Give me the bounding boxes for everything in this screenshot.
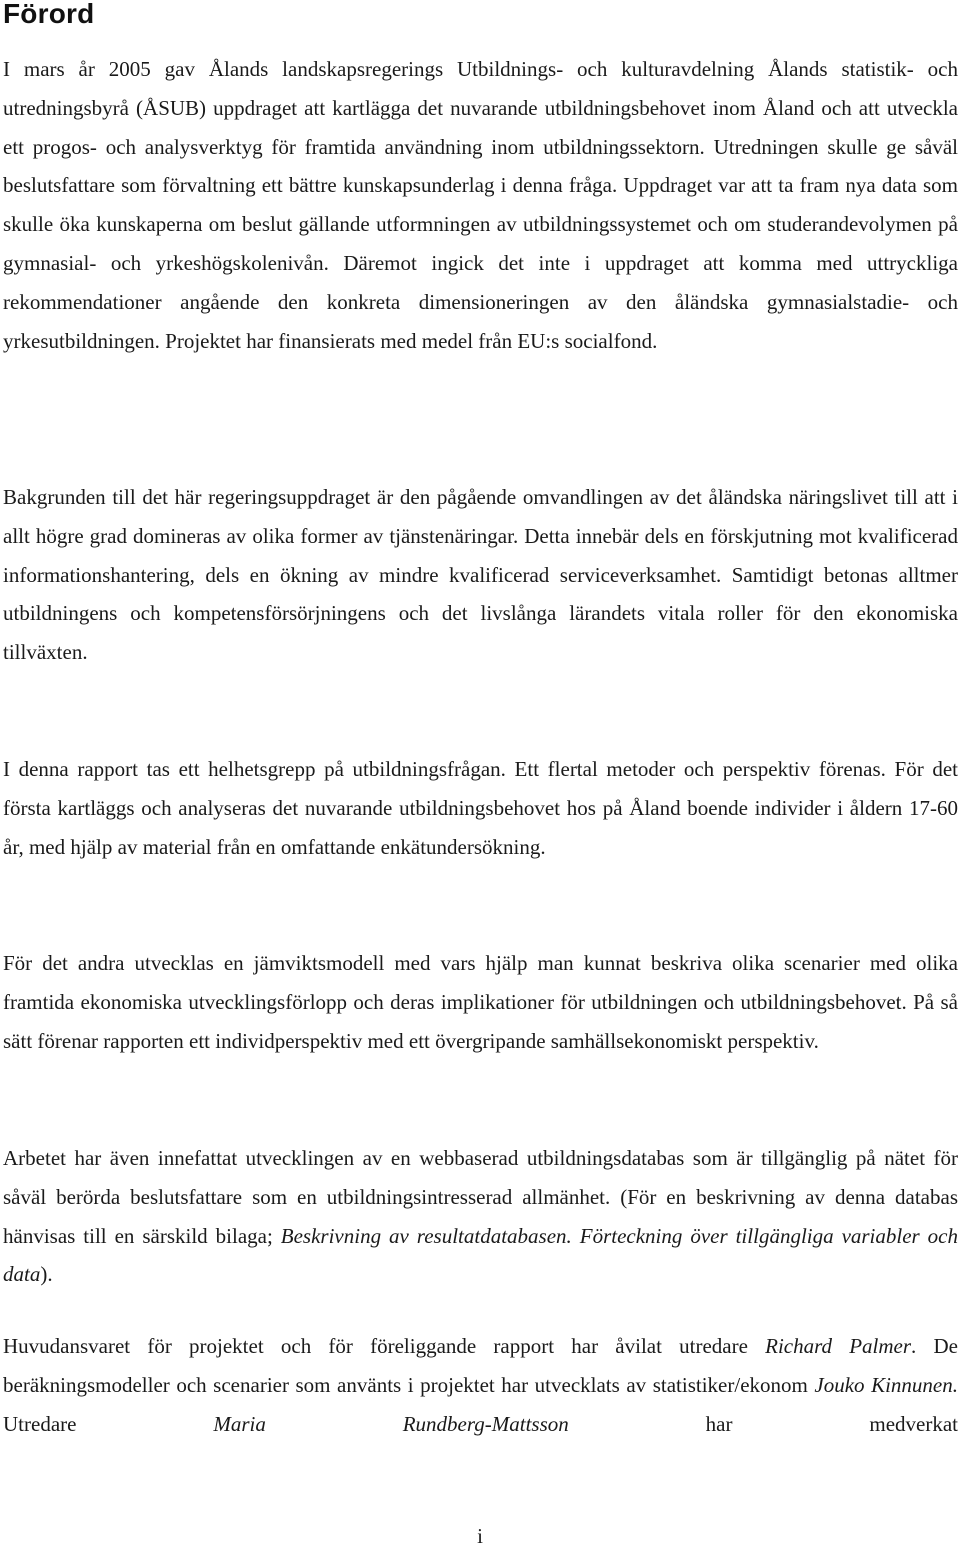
paragraph-5 bbox=[3, 1139, 958, 1294]
paragraph-text: För det andra utvecklas en jämviktsmodell med vars hjälp man kunnat beskriva olika scenarier med olika framtida ekonomiska utvecklingsförlopp och deras implikationer för utbildningen och utbildningsbehovet. På så sätt förenar rapporten ett individperspektiv med ett övergripande samhällsekonomiskt perspektiv. bbox=[3, 951, 958, 1053]
paragraph-1 bbox=[3, 50, 958, 360]
body-text bbox=[3, 944, 958, 1060]
page-title: Förord bbox=[3, 0, 95, 29]
page-number: i bbox=[477, 1524, 483, 1548]
paragraph-text: I denna rapport tas ett helhetsgrepp på utbildningsfrågan. Ett flertal metoder och perspektiv förenas. För det första kartläggs och analyseras det nuvarande utbildningsbehovet hos på Åland boende individer i åldern 17-60 år, med hjälp av material från en omfattande enkätundersökning. bbox=[3, 757, 958, 859]
body-text bbox=[3, 1139, 958, 1294]
person-name: Jouko Kinnunen. bbox=[814, 1372, 959, 1397]
body-text bbox=[3, 750, 958, 866]
paragraph-text: Bakgrunden till det här regeringsuppdraget är den pågående omvandlingen av det åländska näringslivet till att i allt högre grad domineras av olika former av tjänstenäringar. Detta innebär dels en förskjutning mot kvalificerad informationshantering, dels en ökning av mindre kvalificerad serviceverksamhet. Samtidigt betonas alltmer utbildningens och kompetensförsörjningens och det livslånga lärandets vitala roller för den ekonomiska tillväxten. bbox=[3, 485, 958, 665]
body-text bbox=[3, 1327, 958, 1443]
body-text bbox=[3, 478, 958, 672]
paragraph-2 bbox=[3, 478, 958, 672]
italic-reference: Beskrivning av resultatdatabasen. Förteckning över tillgängliga variabler och data bbox=[3, 1223, 959, 1287]
person-name: Maria Rundberg-Mattsson bbox=[213, 1411, 569, 1436]
paragraph-3 bbox=[3, 750, 958, 866]
paragraph-6 bbox=[3, 1327, 958, 1443]
paragraph-text: Utredare bbox=[3, 1411, 214, 1436]
paragraph-text: . De beräkningsmodeller och scenarier som använts i projektet har utvecklats av statistiker/ekonom bbox=[3, 1334, 958, 1397]
paragraph-text: Huvudansvaret för projektet och för föreliggande rapport har åvilat utredare bbox=[3, 1334, 766, 1358]
paragraph-4 bbox=[3, 944, 958, 1060]
paragraph-text: har medverkat bbox=[568, 1411, 958, 1436]
paragraph-text: I mars år 2005 gav Ålands landskapsregerings Utbildnings- och kulturavdelning Ålands statistik- och utredningsbyrå (ÅSUB) uppdraget att kartlägga det nuvarande utbildningsbehovet inom Åland och att utveckla ett progos- och analysverktyg för framtida användning inom utbildningssektorn. Utredningen skulle ge såväl beslutsfattare som förvaltning ett bättre kunskapsunderlag i denna fråga. Uppdraget var att ta fram nya data som skulle öka kunskaperna om beslut gällande utformningen av utbildningssystemet och om studerandevolymen på gymnasial- och yrkeshögskolenivån. Däremot ingick det inte i uppdraget att komma med uttryckliga rekommendationer angående den konkreta dimensioneringen av den åländska gymnasialstadie- och yrkesutbildningen. Projektet har finansierats med medel från EU:s socialfond. bbox=[3, 57, 958, 353]
paragraph-text: Arbetet har även innefattat utvecklingen av en webbaserad utbildningsdatabas som är tillgänglig på nätet för såväl berörda beslutsfattare som en utbildningsintresserad allmänhet. (För en beskrivning av denna databas hänvisas till en särskild bilaga; bbox=[3, 1146, 958, 1248]
paragraph-text: ). bbox=[40, 1262, 53, 1287]
body-text bbox=[3, 50, 958, 360]
person-name: Richard Palmer bbox=[765, 1334, 912, 1358]
